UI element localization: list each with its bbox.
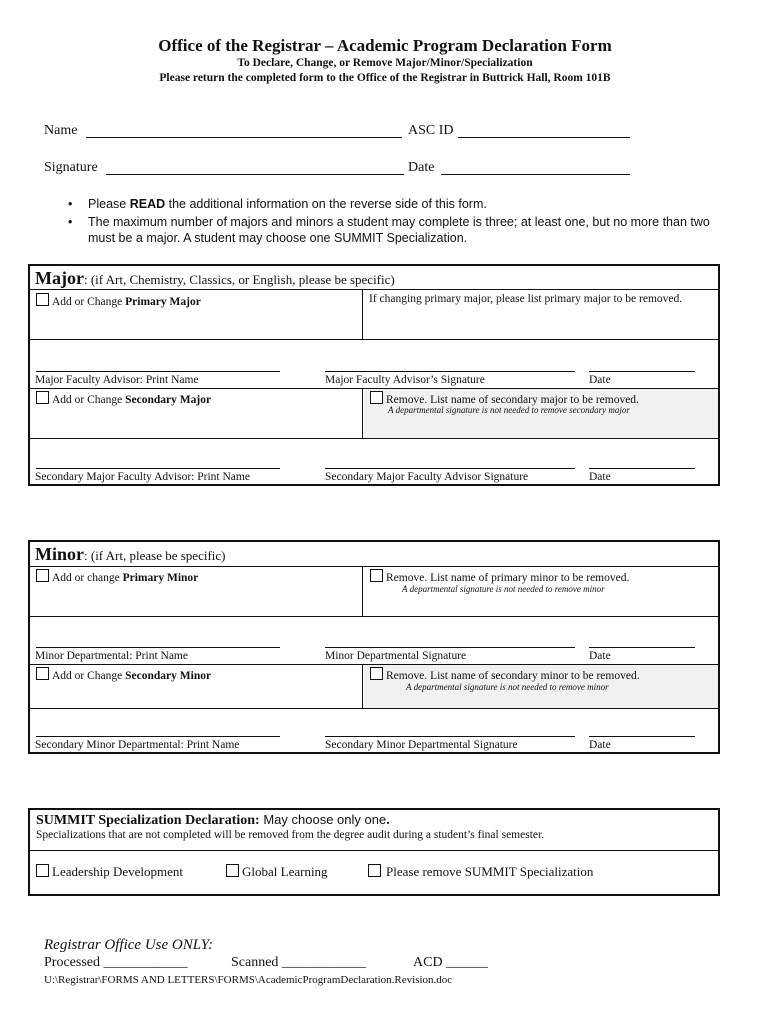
minor-dept-print-label: Minor Departmental: Print Name bbox=[35, 650, 188, 662]
add-primary-minor-checkbox[interactable]: Add or change Primary Minor bbox=[36, 569, 198, 584]
add-primary-major-checkbox[interactable]: Add or Change Primary Major bbox=[36, 293, 201, 308]
sec-minor-date-line[interactable] bbox=[589, 736, 695, 737]
summit-heading: SUMMIT Specialization Declaration: May choose only one. bbox=[36, 812, 390, 828]
sec-minor-dept-print-label: Secondary Minor Departmental: Print Name bbox=[35, 739, 240, 751]
checkbox-icon[interactable] bbox=[370, 391, 383, 404]
checkbox-icon[interactable] bbox=[36, 293, 49, 306]
major-advisor-print-line[interactable] bbox=[36, 371, 280, 372]
add-secondary-major-checkbox[interactable]: Add or Change Secondary Major bbox=[36, 391, 211, 406]
name-label: Name bbox=[44, 123, 78, 138]
primary-minor-remove-note: A departmental signature is not needed to remove minor bbox=[402, 584, 605, 594]
major-advisor-signature-label: Major Faculty Advisor’s Signature bbox=[325, 374, 485, 386]
acd-field[interactable]: ACD ______ bbox=[413, 955, 489, 970]
minor-dept-signature-label: Minor Departmental Signature bbox=[325, 650, 467, 662]
remove-secondary-major-checkbox[interactable]: Remove. List name of secondary major to be removed. bbox=[370, 391, 639, 406]
summit-option-global[interactable]: Global Learning bbox=[226, 864, 328, 880]
major-advisor-print-label: Major Faculty Advisor: Print Name bbox=[35, 374, 199, 386]
name-field[interactable] bbox=[86, 137, 402, 138]
checkbox-icon[interactable] bbox=[370, 667, 383, 680]
add-secondary-minor-checkbox[interactable]: Add or Change Secondary Minor bbox=[36, 667, 211, 682]
major-date-line[interactable] bbox=[589, 371, 695, 372]
remove-secondary-minor-checkbox[interactable]: Remove. List name of secondary minor to be removed. bbox=[370, 667, 640, 682]
instruction-list bbox=[64, 196, 724, 248]
sec-minor-dept-signature-label: Secondary Minor Departmental Signature bbox=[325, 739, 518, 751]
form-instructions: Please return the completed form to the Office of the Registrar in Buttrick Hall, Room 101B bbox=[159, 72, 611, 84]
checkbox-icon[interactable] bbox=[36, 667, 49, 680]
major-date-label: Date bbox=[589, 374, 611, 386]
major-advisor-signature-line[interactable] bbox=[325, 371, 575, 372]
list-item: • Please READ the additional information on the reverse side of this form. bbox=[68, 197, 487, 211]
sec-minor-dept-print-line[interactable] bbox=[36, 736, 280, 737]
date-field[interactable] bbox=[441, 174, 630, 175]
checkbox-icon[interactable] bbox=[36, 569, 49, 582]
checkbox-icon[interactable] bbox=[36, 391, 49, 404]
sec-major-advisor-print-line[interactable] bbox=[36, 468, 280, 469]
form-title: Office of the Registrar – Academic Program Declaration Form bbox=[158, 36, 612, 55]
ascid-label: ASC ID bbox=[408, 123, 454, 138]
primary-major-remove-note: If changing primary major, please list primary major to be removed. bbox=[369, 293, 683, 305]
list-item: • The maximum number of majors and minors a student may complete is three; at least one, but no more than two must be a major. A student may choose one SUMMIT Specialization. bbox=[68, 215, 710, 245]
secondary-major-remove-note: A departmental signature is not needed to remove secondary major bbox=[388, 405, 630, 415]
checkbox-icon[interactable] bbox=[368, 864, 381, 877]
minor-dept-print-line[interactable] bbox=[36, 647, 280, 648]
sec-major-advisor-signature-label: Secondary Major Faculty Advisor Signature bbox=[325, 471, 529, 483]
major-heading: Major: (if Art, Chemistry, Classics, or English, please be specific) bbox=[35, 268, 395, 288]
signature-field[interactable] bbox=[106, 174, 404, 175]
sec-minor-dept-signature-line[interactable] bbox=[325, 736, 575, 737]
file-path: U:\Registrar\FORMS AND LETTERS\FORMS\AcademicProgramDeclaration.Revision.doc bbox=[44, 974, 453, 986]
secondary-minor-remove-note: A departmental signature is not needed to remove minor bbox=[406, 682, 609, 692]
summit-option-leadership[interactable]: Leadership Development bbox=[36, 864, 183, 880]
date-label: Date bbox=[408, 160, 435, 175]
ascid-field[interactable] bbox=[458, 137, 630, 138]
minor-heading: Minor: (if Art, please be specific) bbox=[35, 544, 226, 564]
sec-major-advisor-signature-line[interactable] bbox=[325, 468, 575, 469]
sec-major-date-line[interactable] bbox=[589, 468, 695, 469]
scanned-field[interactable]: Scanned ____________ bbox=[231, 955, 366, 970]
sec-major-date-label: Date bbox=[589, 471, 611, 483]
checkbox-icon[interactable] bbox=[370, 569, 383, 582]
minor-date-line[interactable] bbox=[589, 647, 695, 648]
signature-label: Signature bbox=[44, 160, 98, 175]
remove-primary-minor-checkbox[interactable]: Remove. List name of primary minor to be removed. bbox=[370, 569, 629, 584]
office-use-heading: Registrar Office Use ONLY: bbox=[44, 937, 214, 953]
summit-note: Specializations that are not completed will be removed from the degree audit during a student’s final semester. bbox=[36, 829, 545, 841]
minor-dept-signature-line[interactable] bbox=[325, 647, 575, 648]
form-subtitle: To Declare, Change, or Remove Major/Minor/Specialization bbox=[237, 57, 533, 69]
sec-major-advisor-print-label: Secondary Major Faculty Advisor: Print Name bbox=[35, 471, 250, 483]
checkbox-icon[interactable] bbox=[226, 864, 239, 877]
checkbox-icon[interactable] bbox=[36, 864, 49, 877]
summit-option-remove[interactable]: Please remove SUMMIT Specialization bbox=[368, 864, 593, 880]
sec-minor-date-label: Date bbox=[589, 739, 611, 751]
minor-date-label: Date bbox=[589, 650, 611, 662]
processed-field[interactable]: Processed ____________ bbox=[44, 955, 188, 970]
